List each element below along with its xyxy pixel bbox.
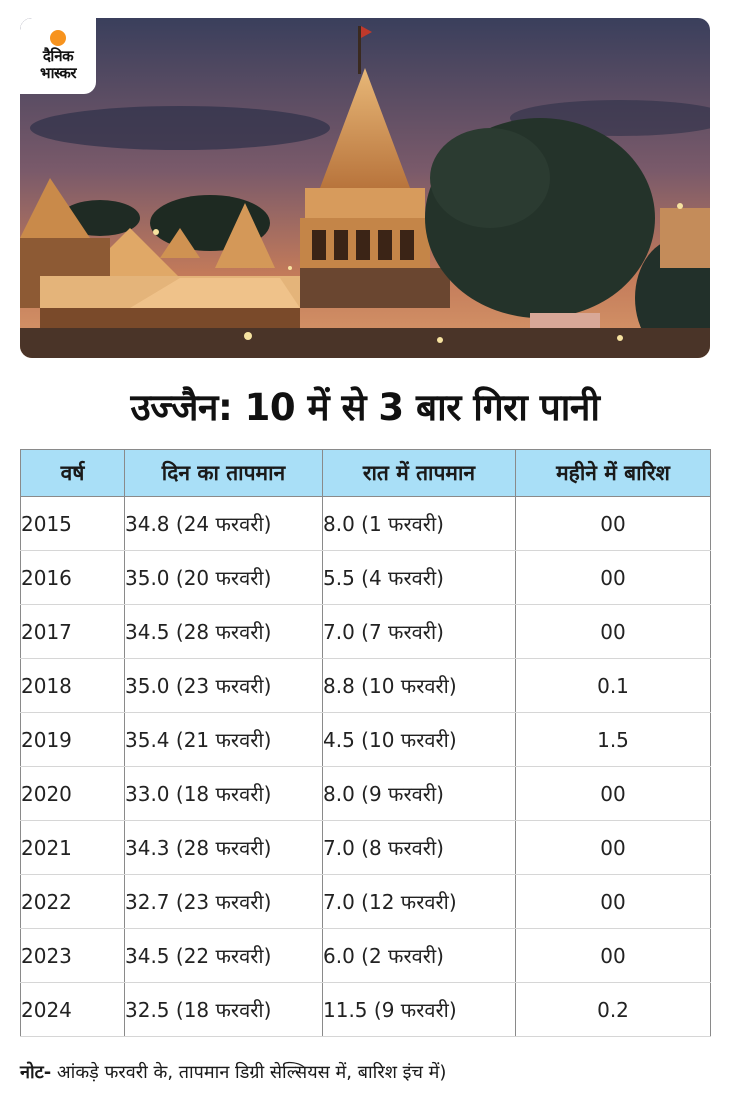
temple-photo-illustration xyxy=(20,18,710,358)
table-row xyxy=(21,605,711,659)
column-header-day-temp: दिन का तापमान xyxy=(125,450,323,497)
table-row xyxy=(21,551,711,605)
column-header-year: वर्ष xyxy=(21,450,125,497)
cell-day-temp: 32.5 (18 फरवरी) xyxy=(125,983,323,1037)
cell-rain: 00 xyxy=(516,875,711,929)
cell-day-temp: 35.0 (20 फरवरी) xyxy=(125,551,323,605)
cell-rain: 0.1 xyxy=(516,659,711,713)
cell-rain: 00 xyxy=(516,821,711,875)
dainik-bhaskar-logo xyxy=(20,18,96,94)
cell-year: 2016 xyxy=(21,551,125,605)
weather-table xyxy=(20,449,711,1037)
column-header-night-temp: रात में तापमान xyxy=(323,450,516,497)
cell-year: 2023 xyxy=(21,929,125,983)
cell-rain: 00 xyxy=(516,605,711,659)
note-text: आंकड़े फरवरी के, तापमान डिग्री सेल्सियस में, बारिश इंच में) xyxy=(51,1062,447,1083)
cell-year: 2024 xyxy=(21,983,125,1037)
cell-year: 2018 xyxy=(21,659,125,713)
table-row xyxy=(21,875,711,929)
cell-night-temp: 11.5 (9 फरवरी) xyxy=(323,983,516,1037)
cell-rain: 1.5 xyxy=(516,713,711,767)
cell-night-temp: 7.0 (12 फरवरी) xyxy=(323,875,516,929)
cell-year: 2020 xyxy=(21,767,125,821)
table-row xyxy=(21,821,711,875)
cell-rain: 00 xyxy=(516,767,711,821)
sun-dot-icon xyxy=(50,30,66,46)
table-row xyxy=(21,497,711,551)
cell-year: 2022 xyxy=(21,875,125,929)
cell-day-temp: 34.5 (28 फरवरी) xyxy=(125,605,323,659)
cell-day-temp: 34.3 (28 फरवरी) xyxy=(125,821,323,875)
logo-text-line2: भास्कर xyxy=(40,64,76,82)
column-header-rain: महीने में बारिश xyxy=(516,450,711,497)
table-row xyxy=(21,983,711,1037)
cell-year: 2019 xyxy=(21,713,125,767)
cell-night-temp: 8.0 (9 फरवरी) xyxy=(323,767,516,821)
cell-year: 2017 xyxy=(21,605,125,659)
cell-rain: 00 xyxy=(516,929,711,983)
cell-day-temp: 35.4 (21 फरवरी) xyxy=(125,713,323,767)
cell-day-temp: 35.0 (23 फरवरी) xyxy=(125,659,323,713)
cell-day-temp: 34.8 (24 फरवरी) xyxy=(125,497,323,551)
cell-night-temp: 7.0 (7 फरवरी) xyxy=(323,605,516,659)
cell-year: 2015 xyxy=(21,497,125,551)
cell-day-temp: 34.5 (22 फरवरी) xyxy=(125,929,323,983)
table-header-row xyxy=(21,450,711,497)
cell-night-temp: 7.0 (8 फरवरी) xyxy=(323,821,516,875)
cell-night-temp: 4.5 (10 फरवरी) xyxy=(323,713,516,767)
cell-night-temp: 5.5 (4 फरवरी) xyxy=(323,551,516,605)
cell-night-temp: 6.0 (2 फरवरी) xyxy=(323,929,516,983)
cell-year: 2021 xyxy=(21,821,125,875)
logo-text-line1: दैनिक xyxy=(42,47,74,65)
cell-day-temp: 32.7 (23 फरवरी) xyxy=(125,875,323,929)
table-row xyxy=(21,713,711,767)
table-body xyxy=(21,497,711,1037)
cell-night-temp: 8.8 (10 फरवरी) xyxy=(323,659,516,713)
hero-photo xyxy=(20,18,710,358)
cell-rain: 00 xyxy=(516,497,711,551)
footnote xyxy=(20,1060,446,1084)
cell-rain: 0.2 xyxy=(516,983,711,1037)
cell-rain: 00 xyxy=(516,551,711,605)
table-row xyxy=(21,767,711,821)
cell-night-temp: 8.0 (1 फरवरी) xyxy=(323,497,516,551)
cell-day-temp: 33.0 (18 फरवरी) xyxy=(125,767,323,821)
table-row xyxy=(21,929,711,983)
note-label: नोट- xyxy=(20,1062,52,1083)
headline: उज्जैन: 10 में से 3 बार गिरा पानी xyxy=(130,386,600,429)
table-row xyxy=(21,659,711,713)
